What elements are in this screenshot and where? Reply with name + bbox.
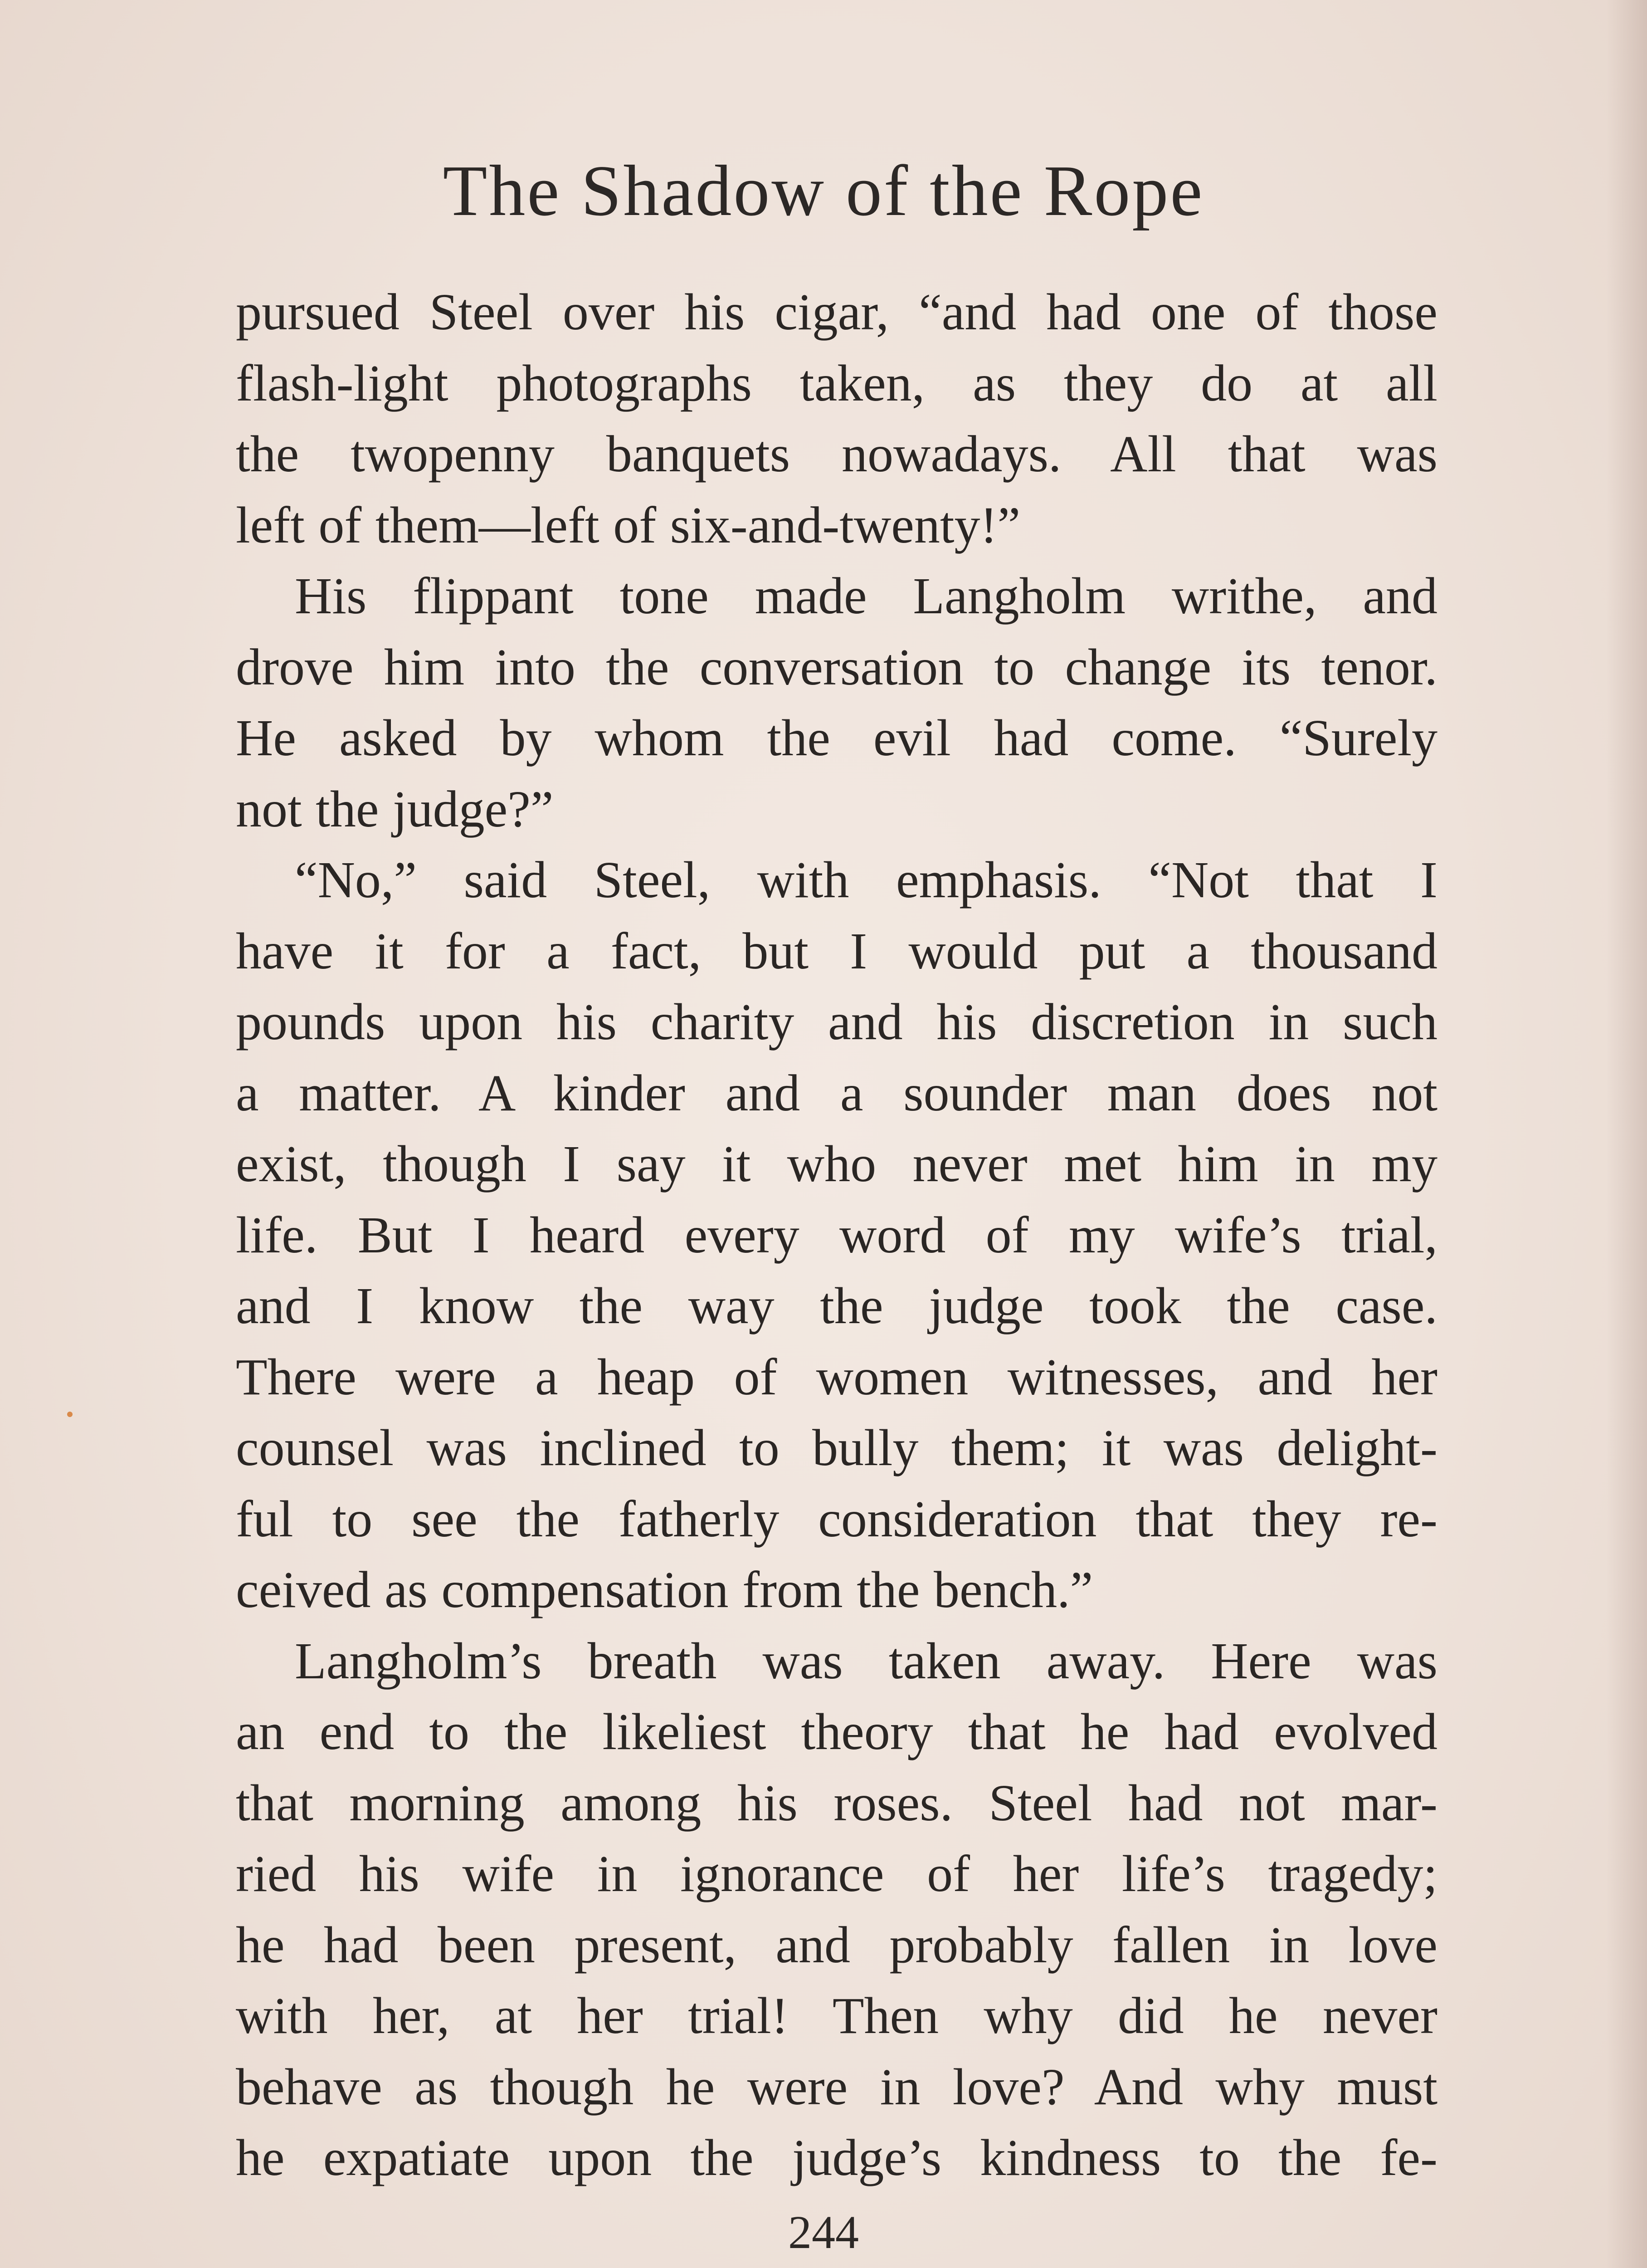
text-line: ful to see the fatherly consideration that they re- bbox=[236, 1490, 1437, 1548]
text-line: ried his wife in ignorance of her life’s tragedy; bbox=[236, 1845, 1437, 1902]
text-line: he expatiate upon the judge’s kindness to the fe- bbox=[236, 2129, 1437, 2186]
text-line: His flippant tone made Langholm writhe, and bbox=[295, 567, 1437, 625]
text-line: have it for a fact, but I would put a thousand bbox=[236, 922, 1437, 980]
text-line: life. But I heard every word of my wife’s trial, bbox=[236, 1206, 1437, 1264]
text-line: an end to the likeliest theory that he had evolved bbox=[236, 1703, 1437, 1760]
text-line: left of them—left of six-and-twenty!” bbox=[236, 496, 1021, 554]
text-line: a matter. A kinder and a sounder man does not bbox=[236, 1064, 1437, 1122]
text-line: He asked by whom the evil had come. “Surely bbox=[236, 709, 1437, 767]
paper-speck bbox=[67, 1412, 73, 1417]
page-number: 244 bbox=[788, 2206, 859, 2258]
text-line: drove him into the conversation to change its tenor. bbox=[236, 638, 1437, 696]
body-text bbox=[236, 277, 1437, 2194]
text-line: “No,” said Steel, with emphasis. “Not that I bbox=[295, 851, 1437, 909]
text-line: not the judge?” bbox=[236, 780, 554, 838]
text-line: ceived as compensation from the bench.” bbox=[236, 1561, 1093, 1618]
text-line: pounds upon his charity and his discretion in such bbox=[236, 993, 1437, 1051]
text-line: There were a heap of women witnesses, and her bbox=[236, 1348, 1437, 1406]
text-line: the twopenny banquets nowadays. All that was bbox=[236, 425, 1437, 483]
text-line: with her, at her trial! Then why did he never bbox=[236, 1987, 1437, 2044]
text-line: that morning among his roses. Steel had not mar- bbox=[236, 1774, 1437, 1832]
text-line: Langholm’s breath was taken away. Here was bbox=[295, 1632, 1437, 1690]
text-line: pursued Steel over his cigar, “and had one of those bbox=[236, 283, 1437, 341]
page-edge-shadow bbox=[1606, 0, 1647, 2268]
text-line: counsel was inclined to bully them; it was delight- bbox=[236, 1419, 1437, 1476]
text-line: and I know the way the judge took the case. bbox=[236, 1277, 1437, 1334]
text-line: behave as though he were in love? And why must bbox=[236, 2058, 1437, 2116]
text-line: he had been present, and probably fallen in love bbox=[236, 1916, 1437, 1974]
text-line: exist, though I say it who never met him in my bbox=[236, 1135, 1437, 1193]
running-head: The Shadow of the Rope bbox=[443, 150, 1204, 231]
text-line: flash-light photographs taken, as they do at all bbox=[236, 354, 1437, 412]
